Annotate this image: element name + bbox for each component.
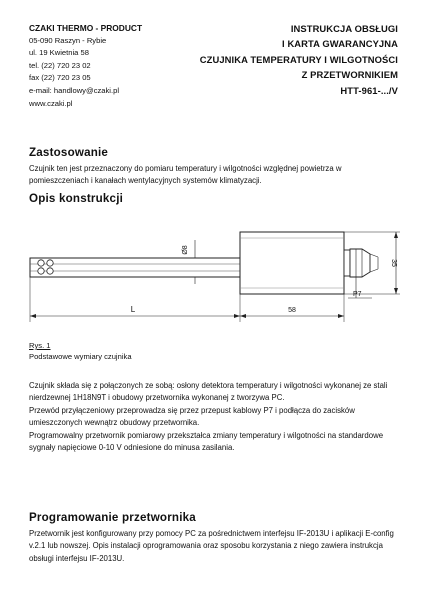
diameter-label: Ø8	[182, 245, 189, 255]
model-code: HTT-961-.../V	[340, 84, 398, 96]
paragraph: Przetwornik jest konfigurowany przy pomocy PC za pośrednictwem interfejsu IF-2013U i aplikacji E-config v.2.1 lub nowszej. Opis instalacji oprogramowania oraz sposobu korzystania z niego zawiera instrukcja obsługi interfejsu IF-2013U.	[29, 529, 394, 563]
gland-label: P7	[353, 291, 362, 298]
paragraph: Przewód przyłączeniowy przeprowadza się przez przepust kablowy P7 i podłącza do zacisków umieszczonych wewnątrz obudowy przetwornika.	[29, 405, 355, 428]
paragraph: Programowalny przetwornik pomiarowy przekształca zmiany temperatury i wilgotności na standardowe sygnały napięciowe 0-10 V odniesione do minusa zasilania.	[29, 430, 384, 453]
company-fax: fax (22) 720 23 05	[29, 73, 91, 83]
company-website: www.czaki.pl	[29, 98, 73, 108]
heading-zastosowanie: Zastosowanie	[29, 146, 109, 159]
vent-hole	[47, 268, 53, 274]
vent-hole	[47, 260, 53, 266]
figure-caption-block	[29, 340, 132, 362]
transmitter-housing	[240, 232, 344, 294]
company-address-line: ul. 19 Kwietnia 58	[29, 48, 89, 58]
company-address-line: 05-090 Raszyn - Rybie	[29, 35, 107, 45]
title-line: Z PRZETWORNIKIEM	[301, 69, 398, 81]
title-line: INSTRUKCJA OBSŁUGI	[290, 23, 398, 34]
company-name: CZAKI THERMO - PRODUCT	[29, 23, 143, 33]
company-phone: tel. (22) 720 23 02	[29, 60, 91, 70]
housing-length-label: 58	[288, 307, 296, 314]
company-email: e-mail: handlowy@czaki.pl	[29, 85, 120, 95]
description-text	[29, 380, 399, 454]
height-label: 35	[390, 259, 397, 267]
probe-tube	[30, 258, 240, 277]
paragraph: Czujnik składa się z połączonych ze sobą: osłony detektora temperatury i wilgotności wykonanej ze stali nierdzewnej 1H18N9T i obudowy przetwornika wykonanej z tworzywa PC.	[29, 381, 388, 403]
vent-hole	[38, 260, 44, 266]
figure-caption: Podstawowe wymiary czujnika	[29, 352, 132, 361]
heading-programowanie: Programowanie przetwornika	[29, 511, 196, 524]
title-line: I KARTA GWARANCYJNA	[282, 38, 398, 50]
paragraph: Czujnik ten jest przeznaczony do pomiaru temperatury i wilgotności względnej powietrza w pomieszczeniach i kanałach wentylacyjnych systemów klimatyzacji.	[29, 164, 342, 186]
heading-opis-konstrukcji: Opis konstrukcji	[29, 192, 124, 205]
cable-gland	[344, 250, 350, 276]
programowanie-text	[29, 528, 399, 565]
vent-hole	[38, 268, 44, 274]
figure-number: Rys. 1	[29, 341, 51, 350]
length-label: L	[130, 305, 136, 314]
title-line: CZUJNIKA TEMPERATURY I WILGOTNOŚCI	[199, 53, 398, 65]
